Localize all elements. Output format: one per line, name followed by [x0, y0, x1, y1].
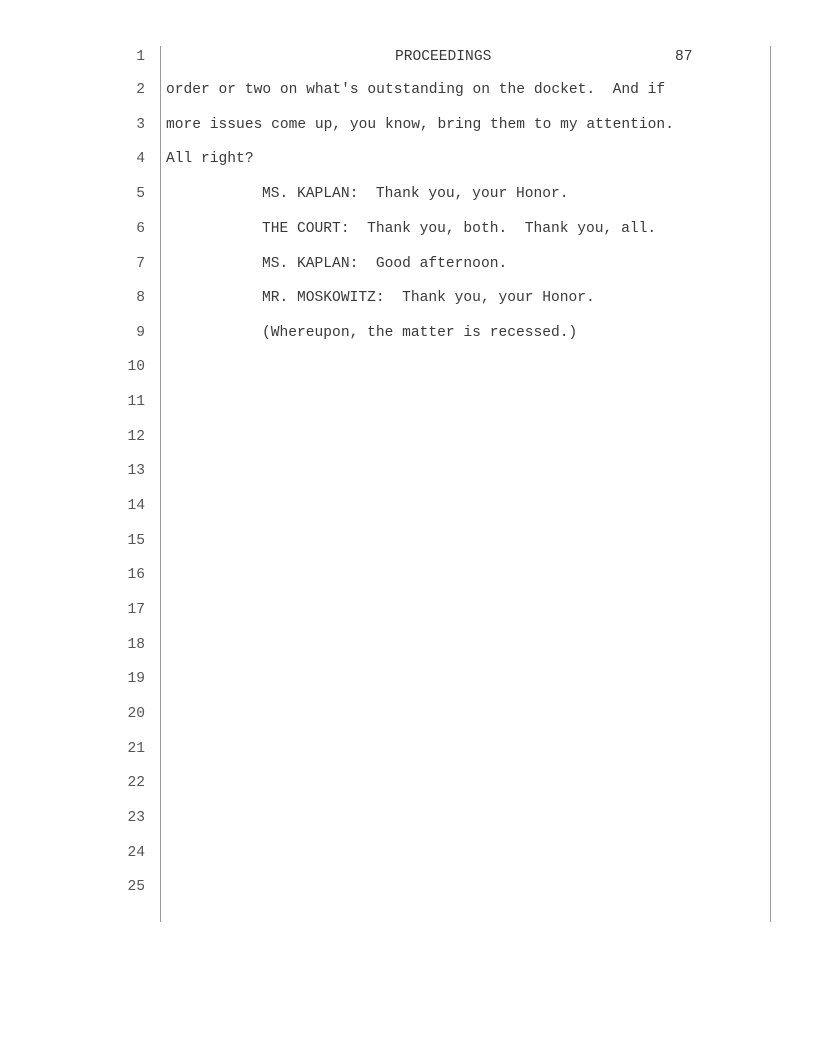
- line-text: MR. MOSKOWITZ: Thank you, your Honor.: [262, 290, 595, 306]
- line-text: THE COURT: Thank you, both. Thank you, all.: [262, 221, 657, 237]
- transcript-line: [0, 219, 816, 239]
- line-number: 25: [127, 879, 145, 895]
- line-number: 1: [136, 49, 145, 65]
- transcript-line: [0, 669, 816, 689]
- line-number: 16: [127, 567, 145, 583]
- transcript-line: [0, 427, 816, 447]
- page-title: PROCEEDINGS: [395, 49, 492, 65]
- transcript-line: [0, 635, 816, 655]
- transcript-line: [0, 47, 816, 67]
- transcript-line: [0, 808, 816, 828]
- line-number: 6: [136, 221, 145, 237]
- line-number: 4: [136, 151, 145, 167]
- line-number: 21: [127, 741, 145, 757]
- line-number: 14: [127, 498, 145, 514]
- line-number: 12: [127, 429, 145, 445]
- transcript-line: [0, 184, 816, 204]
- line-number: 13: [127, 463, 145, 479]
- line-number: 15: [127, 533, 145, 549]
- transcript-line: [0, 565, 816, 585]
- transcript-line: [0, 496, 816, 516]
- transcript-line: [0, 739, 816, 759]
- line-text: order or two on what's outstanding on the docket. And if: [166, 82, 666, 98]
- transcript-line: [0, 600, 816, 620]
- transcript-line: [0, 357, 816, 377]
- transcript-line: [0, 80, 816, 100]
- line-number: 22: [127, 775, 145, 791]
- line-number: 23: [127, 810, 145, 826]
- line-number: 11: [127, 394, 145, 410]
- line-number: 19: [127, 671, 145, 687]
- transcript-line: [0, 323, 816, 343]
- transcript-line: [0, 254, 816, 274]
- line-text: MS. KAPLAN: Thank you, your Honor.: [262, 186, 569, 202]
- transcript-line: [0, 843, 816, 863]
- transcript-line: [0, 461, 816, 481]
- line-text: MS. KAPLAN: Good afternoon.: [262, 256, 508, 272]
- transcript-line: [0, 115, 816, 135]
- line-number: 5: [136, 186, 145, 202]
- line-text: (Whereupon, the matter is recessed.): [262, 325, 578, 341]
- line-number: 3: [136, 117, 145, 133]
- line-number: 7: [136, 256, 145, 272]
- page-number: 87: [675, 49, 693, 65]
- line-number: 20: [127, 706, 145, 722]
- transcript-line: [0, 149, 816, 169]
- transcript-line: [0, 288, 816, 308]
- line-number: 8: [136, 290, 145, 306]
- line-text: All right?: [166, 151, 254, 167]
- line-number: 17: [127, 602, 145, 618]
- line-number: 10: [127, 359, 145, 375]
- transcript-line: [0, 531, 816, 551]
- line-number: 9: [136, 325, 145, 341]
- line-number: 2: [136, 82, 145, 98]
- transcript-line: [0, 704, 816, 724]
- line-text: more issues come up, you know, bring them to my attention.: [166, 117, 674, 133]
- line-number: 18: [127, 637, 145, 653]
- transcript-line: [0, 773, 816, 793]
- line-number: 24: [127, 845, 145, 861]
- transcript-line: [0, 877, 816, 897]
- transcript-line: [0, 392, 816, 412]
